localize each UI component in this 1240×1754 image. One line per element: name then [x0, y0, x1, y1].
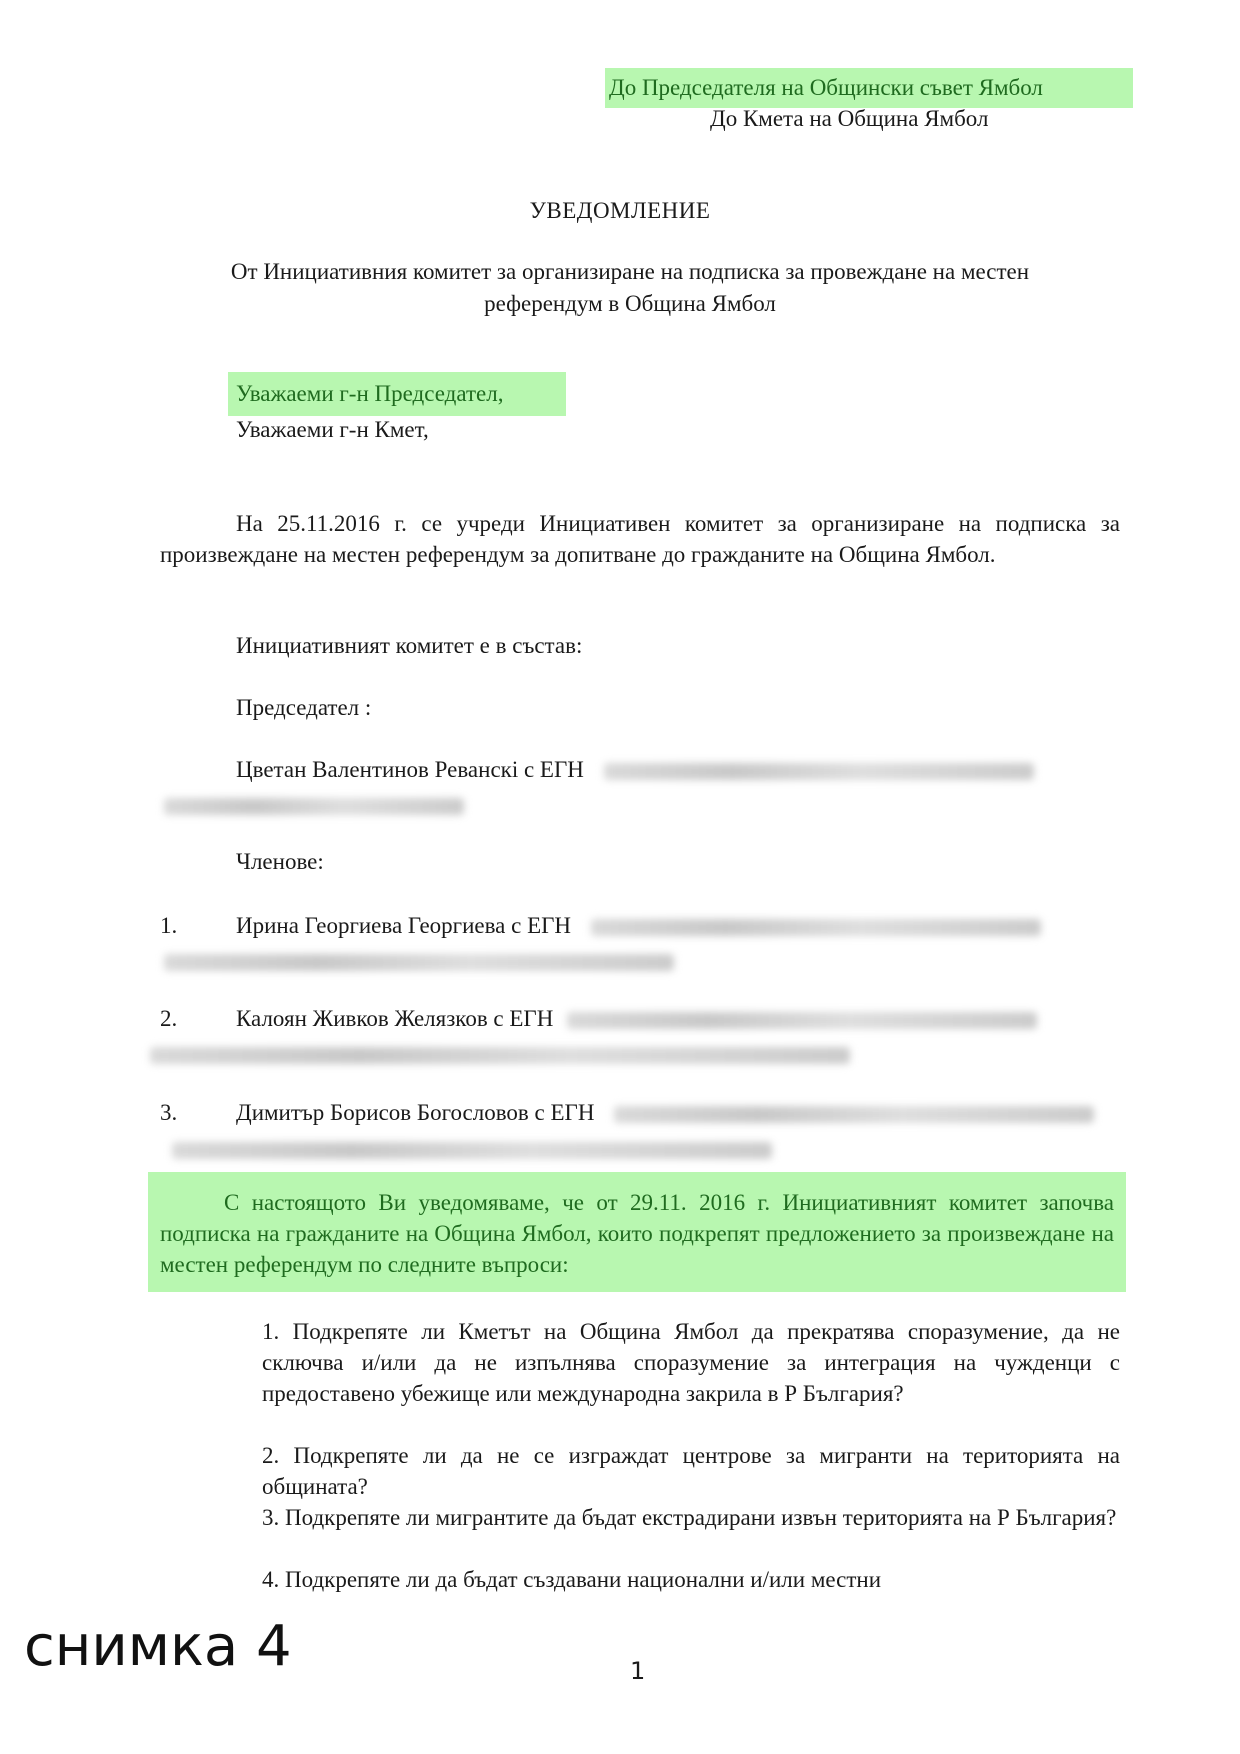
question-2: 2. Подкрепяте ли да не се изграждат центрове за мигранти на територията на общината? [262, 1443, 1120, 1499]
redacted-address [150, 1041, 850, 1067]
member-row [236, 1003, 1037, 1035]
member-number: 3. [160, 1100, 178, 1125]
member-number: 2. [160, 1006, 178, 1031]
addressee-mayor: До Кмета на Община Ямбол [710, 106, 989, 131]
page-number: 1 [630, 1657, 646, 1685]
redacted-address [164, 948, 674, 974]
chairman-label: Председател : [236, 695, 372, 720]
chairman-name: Цветан Валентинов Реванскi с ЕГН [236, 757, 584, 782]
redacted-address [172, 1136, 772, 1162]
redacted-egn [604, 763, 1034, 780]
member-name: Ирина Георгиева Георгиева с ЕГН [236, 913, 572, 938]
document-subtitle: От Инициативния комитет за организиране на подписка за провеждане на местен референдум в Община Ямбол [230, 259, 1030, 316]
members-label: Членове: [236, 849, 324, 874]
redacted-egn [614, 1106, 1094, 1123]
question-3: 3. Подкрепяте ли мигрантите да бъдат екстрадирани извън територията на Р България? [262, 1505, 1117, 1530]
composition-label: Инициативният комитет е в състав: [236, 633, 583, 658]
notice-paragraph: С настоящото Ви уведомяваме, че от 29.11. 2016 г. Инициативният комитет започва подписка на гражданите на Община Ямбол, които подкрепят предложението за произвеждане на местен референдум по следните въпроси: [148, 1172, 1126, 1292]
redacted-egn [567, 1012, 1037, 1029]
addressee-chair: До Председателя на Общински съвет Ямбол [605, 68, 1133, 108]
question-4: 4. Подкрепяте ли да бъдат създавани национални и/или местни [262, 1567, 882, 1592]
redacted-egn [591, 919, 1041, 936]
salutation-mayor: Уважаеми г-н Кмет, [236, 417, 429, 442]
redacted-address [164, 792, 464, 818]
member-name: Димитър Борисов Богословов с ЕГН [236, 1100, 595, 1125]
document-title: УВЕДОМЛЕНИЕ [529, 198, 711, 223]
member-name: Калоян Живков Желязков с ЕГН [236, 1006, 554, 1031]
intro-paragraph: На 25.11.2016 г. се учреди Инициативен комитет за организиране на подписка за произвеждане на местен референдум за допитване до гражданите на Община Ямбол. [160, 511, 1120, 567]
member-row [236, 910, 1041, 942]
member-number: 1. [160, 913, 178, 938]
salutation-chair: Уважаеми г-н Председател, [228, 372, 566, 416]
member-row [236, 1097, 1094, 1129]
chairman-row [236, 754, 1034, 786]
question-1: 1. Подкрепяте ли Кметът на Община Ямбол да прекратява споразумение, да не сключва и/или да не изпълнява споразумение за интеграция на чужденци с предоставено убежище или международна закрила в Р България? [262, 1319, 1120, 1406]
image-caption: снимка 4 [24, 1614, 292, 1679]
